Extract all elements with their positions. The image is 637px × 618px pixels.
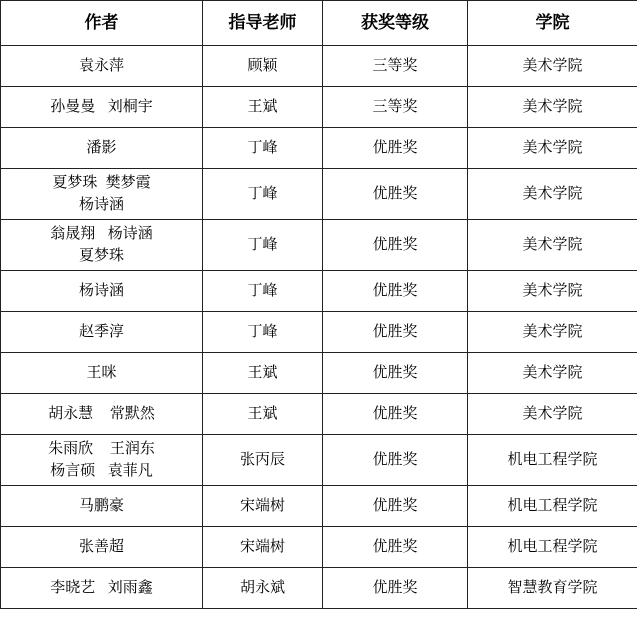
table-row — [1, 353, 637, 394]
cell-level: 优胜奖 — [323, 353, 468, 394]
column-header-teacher: 指导老师 — [203, 1, 323, 46]
table-row — [1, 312, 637, 353]
cell-college: 美术学院 — [468, 46, 637, 87]
cell-level: 优胜奖 — [323, 271, 468, 312]
table-row — [1, 220, 637, 271]
cell-author: 王咪 — [1, 353, 203, 394]
cell-college: 美术学院 — [468, 353, 637, 394]
cell-college: 美术学院 — [468, 169, 637, 220]
cell-level: 优胜奖 — [323, 486, 468, 527]
table-row — [1, 568, 637, 609]
cell-college: 美术学院 — [468, 394, 637, 435]
table-row — [1, 527, 637, 568]
cell-teacher: 丁峰 — [203, 271, 323, 312]
table-header-row — [1, 1, 637, 46]
column-header-level: 获奖等级 — [323, 1, 468, 46]
cell-college: 美术学院 — [468, 271, 637, 312]
cell-teacher: 王斌 — [203, 394, 323, 435]
cell-author: 杨诗涵 — [1, 271, 203, 312]
table-row — [1, 486, 637, 527]
cell-level: 优胜奖 — [323, 169, 468, 220]
table-row — [1, 394, 637, 435]
cell-college: 美术学院 — [468, 220, 637, 271]
cell-teacher: 王斌 — [203, 353, 323, 394]
cell-author: 胡永慧 常默然 — [1, 394, 203, 435]
cell-author: 孙曼曼 刘桐宇 — [1, 87, 203, 128]
cell-college: 美术学院 — [468, 128, 637, 169]
cell-teacher: 张丙辰 — [203, 435, 323, 486]
cell-teacher: 丁峰 — [203, 169, 323, 220]
cell-teacher: 宋端树 — [203, 527, 323, 568]
cell-teacher: 丁峰 — [203, 220, 323, 271]
cell-level: 三等奖 — [323, 87, 468, 128]
cell-author: 李晓艺 刘雨鑫 — [1, 568, 203, 609]
table-row — [1, 271, 637, 312]
cell-college: 机电工程学院 — [468, 527, 637, 568]
cell-author: 朱雨欣 王润东 杨言硕 袁菲凡 — [1, 435, 203, 486]
cell-level: 优胜奖 — [323, 435, 468, 486]
cell-teacher: 丁峰 — [203, 312, 323, 353]
cell-teacher: 丁峰 — [203, 128, 323, 169]
table-row — [1, 128, 637, 169]
column-header-author: 作者 — [1, 1, 203, 46]
cell-teacher: 宋端树 — [203, 486, 323, 527]
cell-level: 优胜奖 — [323, 220, 468, 271]
table-body — [1, 46, 637, 609]
cell-college: 美术学院 — [468, 312, 637, 353]
table-row — [1, 169, 637, 220]
cell-level: 优胜奖 — [323, 128, 468, 169]
cell-teacher: 王斌 — [203, 87, 323, 128]
cell-college: 美术学院 — [468, 87, 637, 128]
table-row — [1, 435, 637, 486]
cell-teacher: 胡永斌 — [203, 568, 323, 609]
cell-college: 机电工程学院 — [468, 435, 637, 486]
cell-level: 优胜奖 — [323, 312, 468, 353]
cell-author: 张善超 — [1, 527, 203, 568]
cell-author: 袁永萍 — [1, 46, 203, 87]
cell-author: 潘影 — [1, 128, 203, 169]
cell-level: 优胜奖 — [323, 394, 468, 435]
cell-college: 机电工程学院 — [468, 486, 637, 527]
table-row — [1, 87, 637, 128]
cell-author: 夏梦珠 樊梦霞 杨诗涵 — [1, 169, 203, 220]
cell-level: 优胜奖 — [323, 568, 468, 609]
cell-level: 三等奖 — [323, 46, 468, 87]
column-header-college: 学院 — [468, 1, 637, 46]
cell-author: 马鹏豪 — [1, 486, 203, 527]
cell-teacher: 顾颖 — [203, 46, 323, 87]
cell-author: 赵季淳 — [1, 312, 203, 353]
table-row — [1, 46, 637, 87]
cell-level: 优胜奖 — [323, 527, 468, 568]
cell-author: 翁晟翔 杨诗涵 夏梦珠 — [1, 220, 203, 271]
cell-college: 智慧教育学院 — [468, 568, 637, 609]
